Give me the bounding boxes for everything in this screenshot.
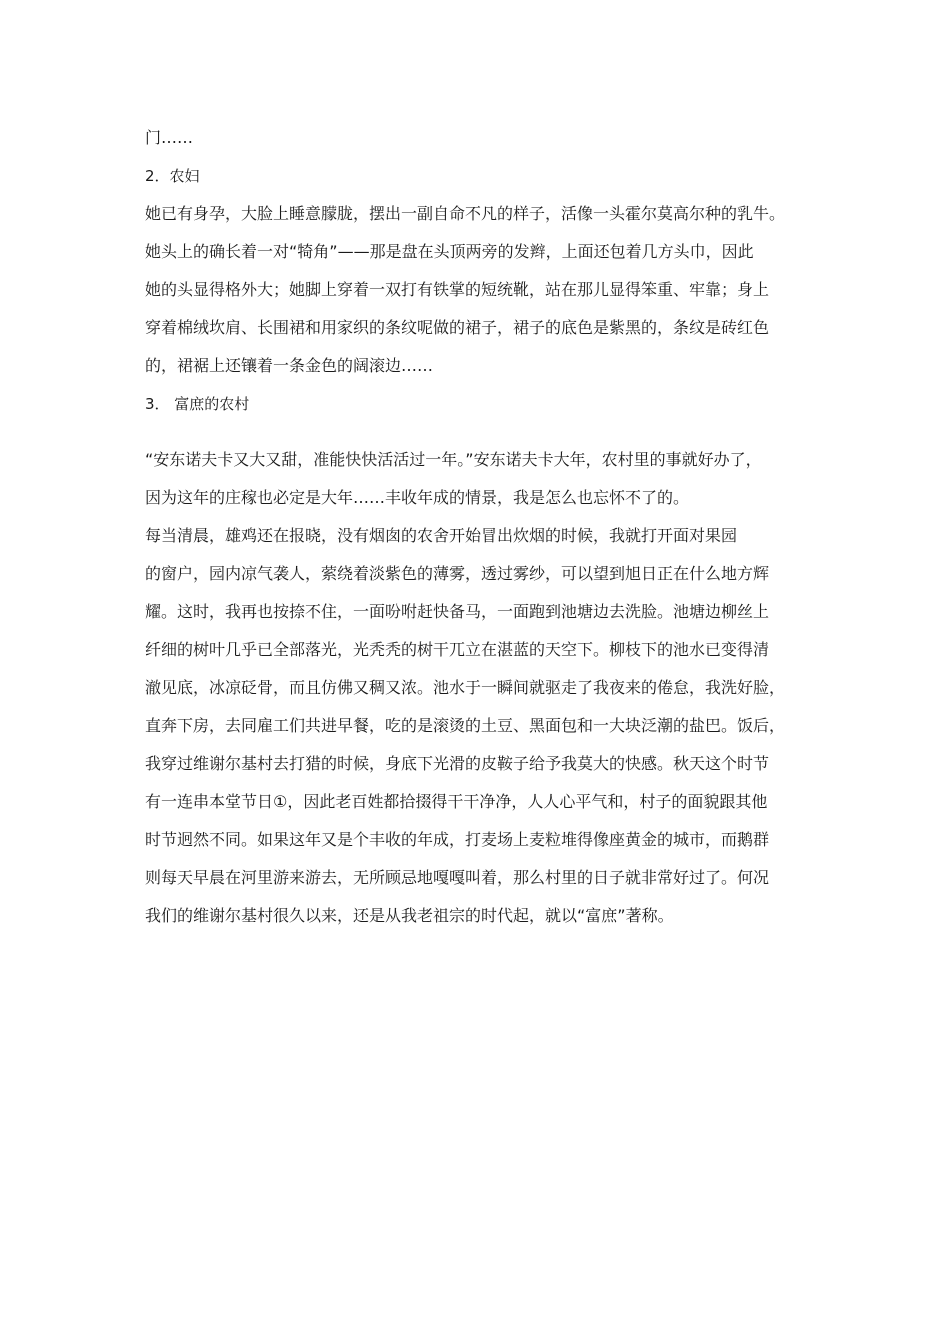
section-2-heading: 2．农妇 — [145, 167, 200, 185]
section-2-line: 她头上的确长着一对“犄角”——那是盘在头顶两旁的发辫，上面还包着几方头巾，因此 — [145, 242, 754, 261]
section-3-line: 我穿过维谢尔基村去打猎的时候，身底下光滑的皮鞍子给予我莫大的快感。秋天这个时节 — [145, 754, 770, 773]
section-3-heading: 3． 富庶的农村 — [145, 395, 250, 413]
intro-line: 门…… — [145, 128, 194, 147]
section-2-line: 她已有身孕，大脸上睡意朦胧，摆出一副自命不凡的样子，活像一头霍尔莫高尔种的乳牛。 — [145, 204, 786, 223]
section-3-line: 澈见底，冰凉砭骨，而且仿佛又稠又浓。池水于一瞬间就驱走了我夜来的倦怠，我洗好脸， — [145, 678, 786, 697]
section-3-line: 则每天早晨在河里游来游去，无所顾忌地嘎嘎叫着，那么村里的日子就非常好过了。何况 — [145, 868, 770, 887]
section-2-line: 穿着棉绒坎肩、长围裙和用家织的条纹呢做的裙子，裙子的底色是紫黑的，条纹是砖红色 — [145, 318, 770, 337]
section-3-line: 每当清晨，雄鸡还在报晓，没有烟囱的农舍开始冒出炊烟的时候，我就打开面对果园 — [145, 526, 738, 545]
section-3-line: 的窗户，园内凉气袭人，萦绕着淡紫色的薄雾，透过雾纱，可以望到旭日正在什么地方辉 — [145, 564, 770, 583]
section-3-line: 纤细的树叶几乎已全部落光，光秃秃的树干兀立在湛蓝的天空下。柳枝下的池水已变得清 — [145, 640, 770, 659]
section-3-line: 直奔下房，去同雇工们共进早餐，吃的是滚烫的土豆、黑面包和一大块泛潮的盐巴。饭后， — [145, 716, 786, 735]
section-3-line: 时节迥然不同。如果这年又是个丰收的年成，打麦场上麦粒堆得像座黄金的城市，而鹅群 — [145, 830, 770, 849]
section-2-line: 她的头显得格外大；她脚上穿着一双打有铁掌的短统靴，站在那儿显得笨重、牢靠；身上 — [145, 280, 770, 299]
section-3-line: 我们的维谢尔基村很久以来，还是从我老祖宗的时代起，就以“富庶”著称。 — [145, 906, 674, 925]
section-3-line: 有一连串本堂节日①，因此老百姓都拾掇得干干净净，人人心平气和，村子的面貌跟其他 — [145, 792, 768, 811]
section-3-line: 因为这年的庄稼也必定是大年……丰收年成的情景，我是怎么也忘怀不了的。 — [145, 488, 690, 507]
section-3-line: 耀。这时，我再也按捺不住，一面吩咐赶快备马，一面跑到池塘边去洗脸。池塘边柳丝上 — [145, 602, 770, 621]
section-2-line: 的，裙裾上还镶着一条金色的阔滚边…… — [145, 356, 434, 375]
section-3-line: “安东诺夫卡又大又甜，准能快快活活过一年。”安东诺夫卡大年，农村里的事就好办了， — [145, 450, 762, 469]
